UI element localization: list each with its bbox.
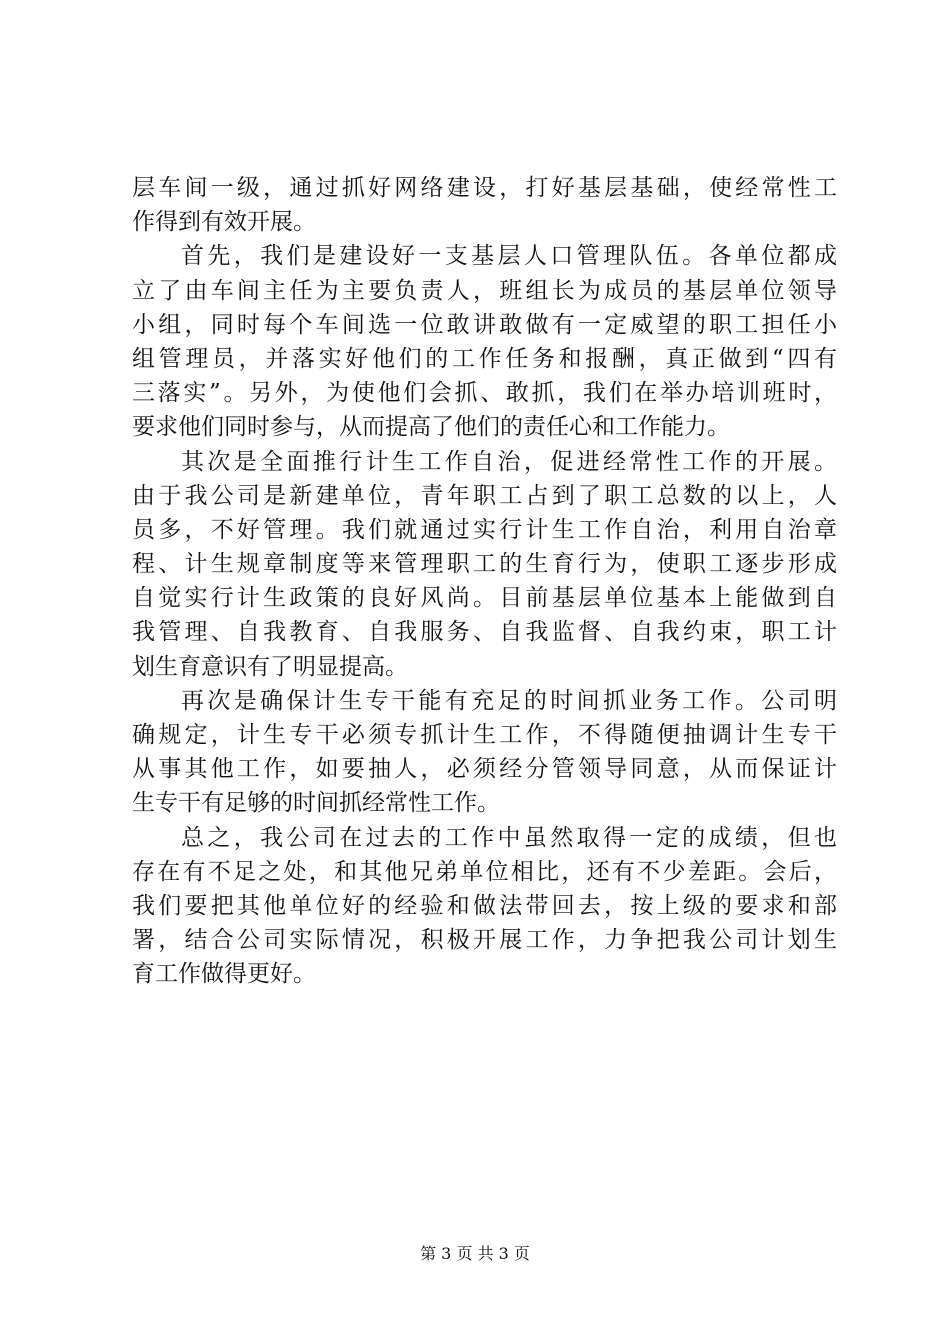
body-text	[132, 171, 837, 992]
text-line: 育工作做得更好。	[132, 961, 316, 988]
text-line: 立了由车间主任为主要负责人，班组长为成员的基层单位领导	[132, 277, 837, 304]
text-line: 自觉实行计生政策的良好风尚。目前基层单位基本上能做到自	[132, 585, 837, 612]
text-line: 由于我公司是新建单位，青年职工占到了职工总数的以上，人	[132, 482, 837, 509]
text-line: 我们要把其他单位好的经验和做法带回去，按上级的要求和部	[132, 892, 837, 919]
text-line: 从事其他工作，如要抽人，必须经分管领导同意，从而保证计	[132, 756, 837, 783]
text-line: 作得到有效开展。	[132, 209, 316, 236]
text-line: 要求他们同时参与，从而提高了他们的责任心和工作能力。	[132, 414, 730, 441]
text-line: 首先，我们是建设好一支基层人口管理队伍。各单位都成	[181, 243, 837, 270]
text-line: 其次是全面推行计生工作自治，促进经常性工作的开展。	[181, 448, 837, 475]
text-line: 层车间一级，通过抓好网络建设，打好基层基础，使经常性工	[132, 175, 837, 201]
text-line: 组管理员，并落实好他们的工作任务和报酬，真正做到“四有	[132, 345, 837, 372]
text-line: 程、计生规章制度等来管理职工的生育行为，使职工逐步形成	[132, 551, 837, 578]
text-line: 三落实”。另外，为使他们会抓、敢抓，我们在举办培训班时，	[132, 380, 837, 407]
text-line: 生专干有足够的时间抓经常性工作。	[132, 790, 500, 817]
text-line: 存在有不足之处，和其他兄弟单位相比，还有不少差距。会后，	[132, 858, 837, 885]
text-line: 署，结合公司实际情况，积极开展工作，力争把我公司计划生	[132, 927, 837, 954]
text-line: 总之，我公司在过去的工作中虽然取得一定的成绩，但也	[181, 824, 837, 851]
text-line: 再次是确保计生专干能有充足的时间抓业务工作。公司明	[181, 687, 837, 714]
text-line: 小组，同时每个车间选一位敢讲敢做有一定威望的职工担任小	[132, 311, 837, 338]
text-line: 划生育意识有了明显提高。	[132, 653, 408, 680]
page-number: 第 3 页 共 3 页	[420, 1244, 530, 1263]
text-line: 确规定，计生专干必须专抓计生工作，不得随便抽调计生专干	[132, 722, 837, 748]
text-line: 员多，不好管理。我们就通过实行计生工作自治，利用自治章	[132, 516, 837, 543]
page-footer	[0, 1243, 950, 1265]
text-line: 我管理、自我教育、自我服务、自我监督、自我约束，职工计	[132, 619, 837, 646]
